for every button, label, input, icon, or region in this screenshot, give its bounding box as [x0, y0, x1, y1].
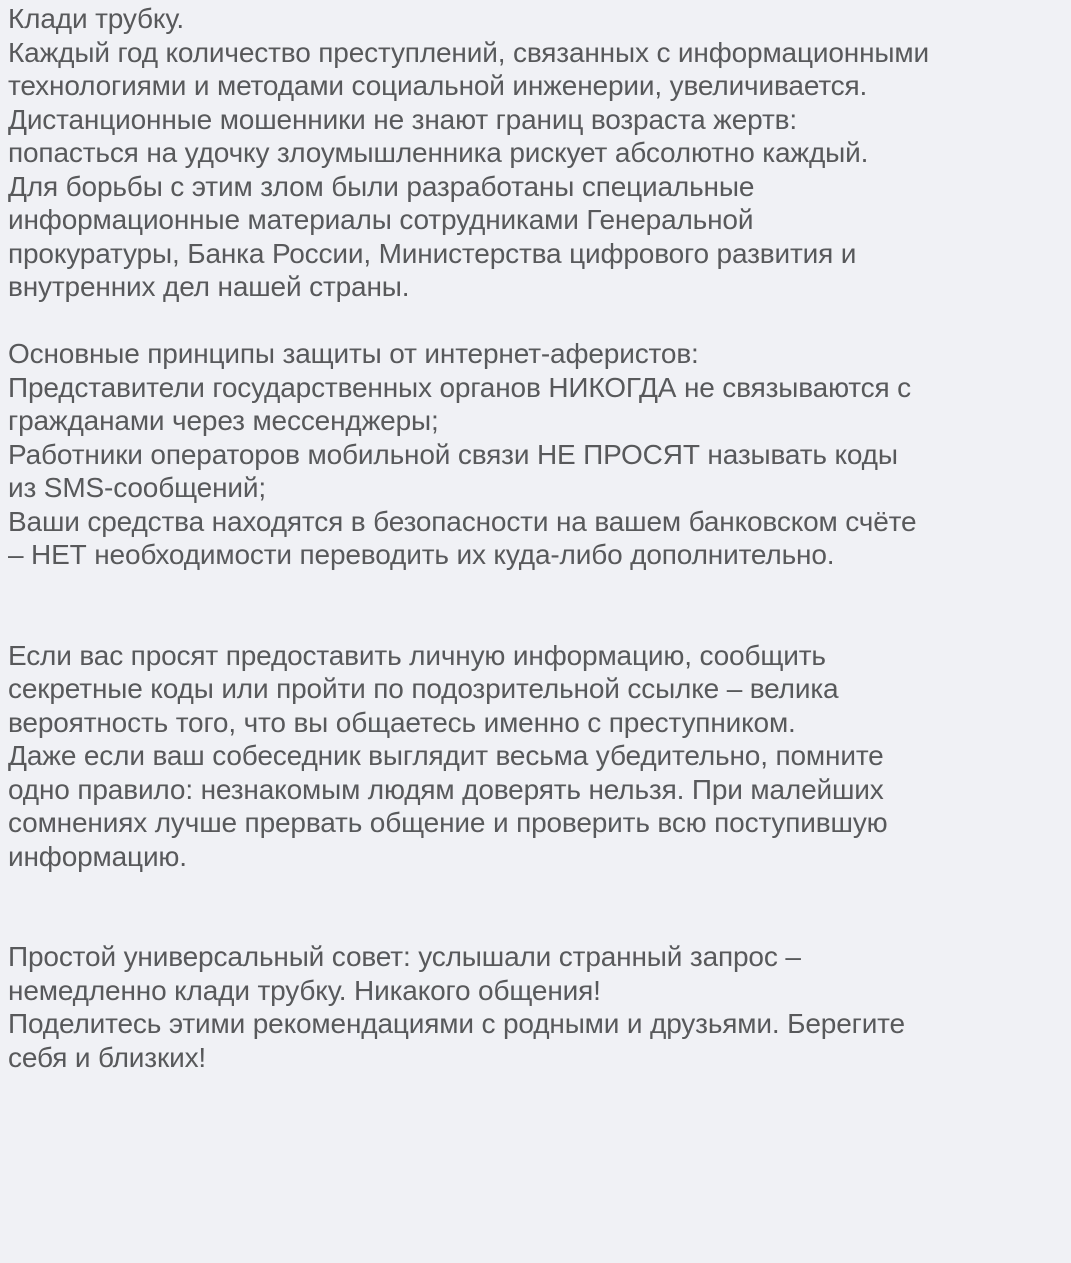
text-line: – НЕТ необходимости переводить их куда-либо дополнительно.	[8, 539, 835, 570]
text-line: Для борьбы с этим злом были разработаны специальные	[8, 170, 755, 202]
advice-paragraph	[8, 940, 1071, 1074]
text-line: Даже если ваш собеседник выглядит весьма убедительно, помните	[8, 740, 884, 771]
article-title: Клади трубку.	[8, 3, 185, 34]
text-line: попасться на удочку злоумышленника рискует абсолютно каждый.	[8, 137, 869, 168]
text-line: Представители государственных органов НИКОГДА не связываются с	[8, 371, 912, 403]
text-line: секретные коды или пройти по подозрительной ссылке – велика	[8, 673, 839, 704]
text-line: технологиями и методами социальной инженерии, увеличивается.	[8, 70, 868, 101]
warning-paragraph	[8, 639, 1071, 874]
text-line: себя и близких!	[8, 1041, 207, 1073]
intro-paragraph	[8, 36, 1071, 304]
text-line: Простой универсальный совет: услышали странный запрос –	[8, 941, 801, 972]
text-line: гражданами через мессенджеры;	[8, 405, 439, 436]
text-line: информацию.	[8, 840, 187, 872]
text-line: одно правило: незнакомым людям доверять нельзя. При малейших	[8, 773, 884, 805]
principles-paragraph	[8, 337, 1071, 572]
text-line: Дистанционные мошенники не знают границ возраста жертв:	[8, 103, 797, 135]
text-line: информационные материалы сотрудниками Генеральной	[8, 204, 754, 235]
text-line: Каждый год количество преступлений, связанных с информационными	[8, 36, 929, 68]
text-line: Ваши средства находятся в безопасности на вашем банковском счёте	[8, 505, 917, 537]
text-line: вероятность того, что вы общаетесь именно с преступником.	[8, 706, 796, 738]
text-line: из SMS-сообщений;	[8, 472, 267, 503]
text-line: Если вас просят предоставить личную информацию, сообщить	[8, 639, 826, 671]
paragraph-spacer	[8, 572, 1071, 639]
text-line: Поделитесь этими рекомендациями с родными и друзьями. Берегите	[8, 1008, 905, 1039]
text-line: Работники операторов мобильной связи НЕ ПРОСЯТ называть коды	[8, 438, 898, 470]
paragraph-spacer	[8, 304, 1071, 338]
paragraph-spacer	[8, 873, 1071, 940]
text-line: сомнениях лучше прервать общение и проверить всю поступившую	[8, 807, 888, 838]
principles-heading: Основные принципы защиты от интернет-аферистов:	[8, 338, 699, 369]
text-line: внутренних дел нашей страны.	[8, 271, 410, 302]
text-line: немедленно клади трубку. Никакого общения!	[8, 974, 601, 1006]
text-line: прокуратуры, Банка России, Министерства цифрового развития и	[8, 237, 857, 269]
